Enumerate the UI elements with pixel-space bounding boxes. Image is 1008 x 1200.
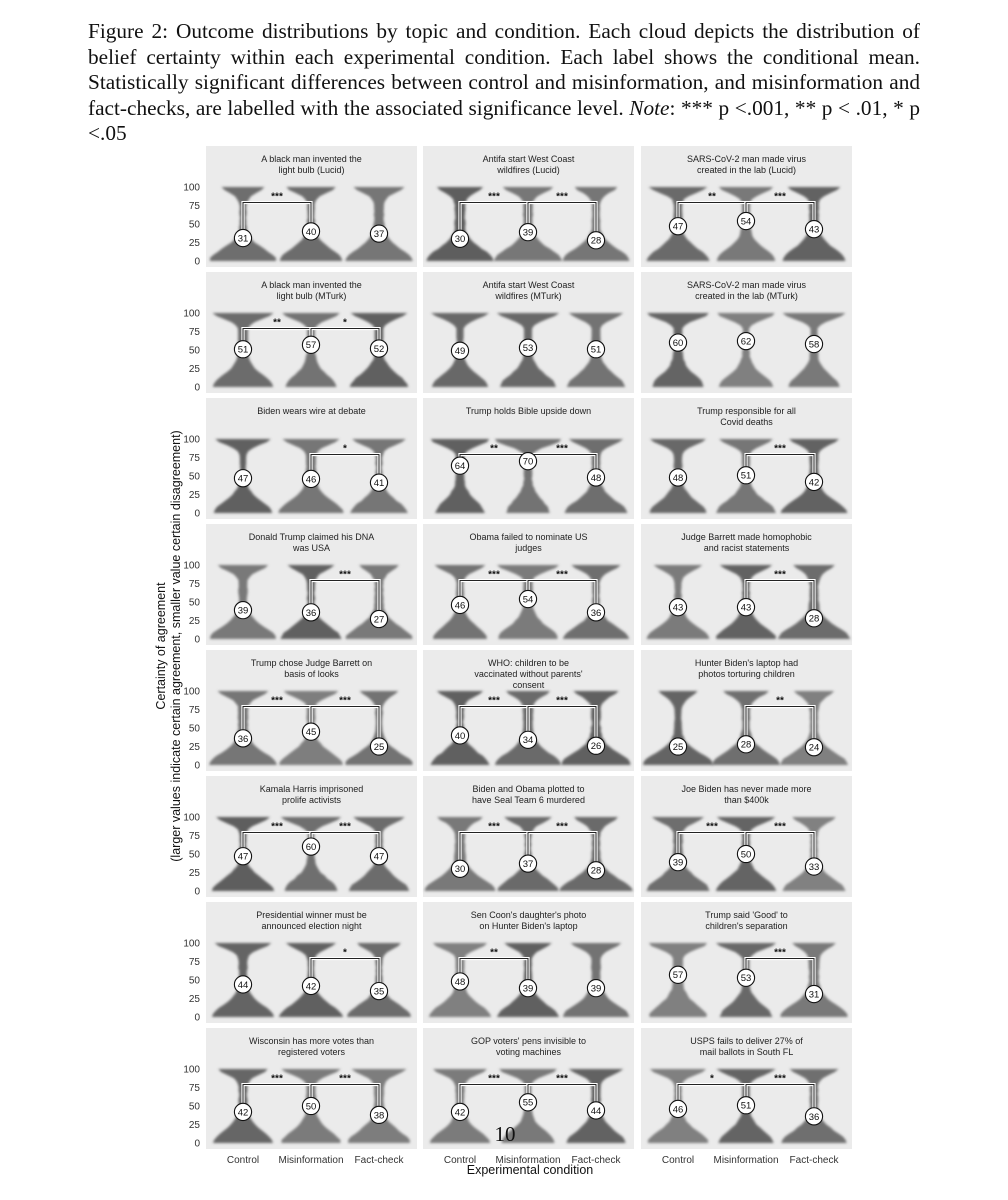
significance-label: ** — [273, 317, 281, 329]
facet-panel — [641, 902, 852, 1023]
y-tick-label: 100 — [183, 1064, 200, 1076]
panel-title: Hunter Biden's laptop had — [694, 658, 799, 668]
x-axis-title: Experimental condition — [466, 1163, 594, 1177]
panel-title: Covid deaths — [720, 417, 773, 427]
mean-label: 28 — [808, 613, 820, 625]
panel-title: Biden wears wire at debate — [257, 406, 366, 416]
mean-label: 53 — [522, 343, 534, 355]
y-tick-label: 50 — [188, 345, 200, 357]
significance-label: *** — [774, 947, 786, 959]
y-tick-label: 75 — [188, 201, 200, 212]
significance-label: *** — [339, 569, 351, 581]
facet-panel — [641, 776, 852, 897]
mean-label: 25 — [373, 741, 385, 753]
mean-label: 50 — [305, 1101, 317, 1113]
significance-label: *** — [271, 191, 283, 203]
significance-label: * — [343, 317, 347, 329]
facet-panel — [183, 776, 417, 898]
mean-label: 36 — [305, 607, 317, 619]
mean-label: 37 — [373, 229, 385, 241]
mean-label: 42 — [305, 981, 317, 993]
significance-label: *** — [556, 1073, 568, 1085]
facet-panel — [423, 146, 634, 267]
y-tick-label: 75 — [188, 831, 200, 842]
mean-label: 28 — [590, 865, 602, 877]
y-tick-label: 0 — [194, 886, 200, 898]
facet-panel — [641, 1028, 852, 1166]
significance-label: *** — [774, 569, 786, 581]
mean-label: 47 — [237, 851, 249, 863]
panel-title: Wisconsin has more votes than — [248, 1036, 375, 1046]
mean-label: 57 — [672, 970, 684, 982]
mean-label: 30 — [454, 864, 466, 876]
mean-label: 28 — [740, 739, 752, 751]
panel-title: basis of looks — [284, 669, 339, 679]
x-tick-label: Control — [226, 1155, 260, 1166]
x-tick-label: Fact-check — [571, 1155, 621, 1166]
mean-label: 47 — [672, 221, 684, 233]
panel-title: GOP voters' pens invisible to — [470, 1036, 587, 1046]
facet-panel — [183, 902, 417, 1024]
mean-label: 39 — [522, 227, 534, 239]
figure-label: Figure 2: — [88, 19, 169, 43]
mean-label: 46 — [305, 474, 317, 486]
panel-title: than $400k — [724, 795, 769, 805]
panel-title: light bulb (MTurk) — [276, 291, 347, 301]
mean-label: 60 — [672, 338, 684, 349]
mean-label: 54 — [522, 594, 534, 606]
facet-panel — [183, 146, 417, 268]
significance-label: ** — [490, 443, 498, 455]
facet-panel — [423, 650, 634, 771]
panel-title: voting machines — [495, 1047, 562, 1057]
panel-title: Kamala Harris imprisoned — [259, 784, 364, 794]
panel-title: wildfires (Lucid) — [497, 165, 560, 175]
y-tick-label: 75 — [188, 957, 200, 968]
significance-label: *** — [488, 1073, 500, 1085]
significance-label: * — [710, 1073, 714, 1085]
x-tick-label: Fact-check — [789, 1155, 839, 1166]
panel-title: prolife activists — [281, 795, 342, 805]
mean-label: 60 — [305, 842, 317, 853]
significance-label: *** — [271, 821, 283, 833]
mean-label: 51 — [740, 1100, 752, 1112]
mean-label: 40 — [305, 226, 317, 238]
y-tick-label: 25 — [188, 868, 200, 879]
significance-label: *** — [339, 1073, 351, 1085]
facet-panel — [641, 146, 852, 267]
mean-label: 47 — [237, 473, 249, 485]
y-tick-label: 25 — [188, 490, 200, 501]
panel-title: Biden and Obama plotted to — [472, 784, 585, 794]
y-tick-label: 25 — [188, 994, 200, 1005]
panel-title: Donald Trump claimed his DNA — [248, 532, 375, 542]
significance-label: *** — [488, 821, 500, 833]
mean-label: 48 — [454, 976, 466, 988]
caption-note-label: Note — [629, 95, 670, 120]
panel-title: have Seal Team 6 murdered — [472, 795, 585, 805]
y-tick-label: 100 — [183, 812, 200, 824]
y-tick-label: 50 — [188, 849, 200, 861]
y-tick-label: 0 — [194, 760, 200, 772]
mean-label: 55 — [522, 1097, 534, 1109]
y-tick-label: 50 — [188, 471, 200, 483]
significance-label: *** — [774, 191, 786, 203]
mean-label: 44 — [590, 1105, 602, 1117]
y-tick-label: 100 — [183, 308, 200, 320]
significance-label: *** — [774, 821, 786, 833]
y-tick-label: 75 — [188, 705, 200, 716]
y-tick-label: 75 — [188, 453, 200, 464]
y-tick-label: 100 — [183, 182, 200, 194]
facet-panel — [423, 524, 634, 645]
significance-label: *** — [488, 695, 500, 707]
mean-label: 38 — [373, 1110, 385, 1122]
caption-note-text: : *** p <.001, ** p < .01, * p <.05 — [88, 95, 921, 145]
mean-label: 49 — [454, 346, 466, 358]
significance-label: *** — [488, 569, 500, 581]
x-tick-label: Control — [443, 1155, 477, 1166]
significance-label: * — [343, 443, 347, 455]
y-tick-label: 100 — [183, 560, 200, 572]
panel-title: Antifa start West Coast — [482, 280, 575, 290]
y-axis-title: Certainty of agreement — [154, 582, 168, 710]
significance-label: ** — [776, 695, 784, 707]
significance-label: *** — [556, 443, 568, 455]
mean-label: 62 — [740, 336, 752, 348]
facet-panel — [183, 272, 417, 394]
significance-label: *** — [339, 821, 351, 833]
mean-label: 28 — [590, 235, 602, 247]
mean-label: 33 — [808, 861, 820, 873]
mean-label: 51 — [237, 344, 249, 356]
facet-panel — [641, 524, 852, 645]
significance-label: * — [343, 947, 347, 959]
mean-label: 43 — [740, 602, 752, 614]
y-tick-label: 0 — [194, 508, 200, 520]
panel-title: USPS fails to deliver 27% of — [690, 1036, 803, 1046]
panel-title: created in the lab (MTurk) — [695, 291, 798, 301]
significance-label: *** — [556, 569, 568, 581]
y-tick-label: 25 — [188, 742, 200, 753]
mean-label: 35 — [373, 986, 385, 998]
y-tick-label: 50 — [188, 723, 200, 735]
mean-label: 31 — [237, 233, 249, 245]
significance-label: *** — [339, 695, 351, 707]
mean-label: 36 — [590, 607, 602, 619]
mean-label: 26 — [590, 741, 602, 753]
panel-title: was USA — [292, 543, 331, 553]
mean-label: 44 — [237, 979, 249, 991]
y-tick-label: 75 — [188, 327, 200, 338]
mean-label: 46 — [672, 1104, 684, 1116]
x-tick-label: Fact-check — [354, 1155, 404, 1166]
panel-title: registered voters — [277, 1047, 346, 1057]
facet-panel — [641, 398, 852, 519]
significance-label: *** — [271, 695, 283, 707]
panel-title: children's separation — [705, 921, 788, 931]
panel-title: judges — [515, 543, 542, 553]
facet-panel — [423, 776, 634, 897]
facet-panel — [423, 398, 634, 519]
significance-label: *** — [488, 191, 500, 203]
y-tick-label: 50 — [188, 219, 200, 231]
facet-panel — [641, 272, 852, 393]
facet-panel — [183, 650, 417, 772]
panel-title: created in the lab (Lucid) — [696, 165, 797, 175]
y-tick-label: 100 — [183, 686, 200, 698]
y-tick-label: 100 — [183, 938, 200, 950]
mean-label: 43 — [672, 602, 684, 614]
significance-label: ** — [708, 191, 716, 203]
mean-label: 45 — [305, 727, 317, 739]
y-tick-label: 75 — [188, 1083, 200, 1094]
mean-label: 51 — [590, 344, 602, 356]
mean-label: 70 — [522, 456, 534, 468]
y-tick-label: 0 — [194, 1138, 200, 1150]
mean-label: 37 — [522, 859, 534, 871]
significance-label: *** — [271, 1073, 283, 1085]
panel-title: Joe Biden has never made more — [681, 784, 812, 794]
y-tick-label: 50 — [188, 975, 200, 987]
y-tick-label: 0 — [194, 1012, 200, 1024]
caption-text: Outcome distributions by topic and condition. Each cloud depicts the distribution of belief certainty within each experimental condition. Each label shows the conditional mean. Statistically significant differences between control and misinformation, and misinformation and fact-checks, are labelled with the associated significance level. — [88, 19, 920, 120]
panel-title: A black man invented the — [261, 154, 362, 164]
mean-label: 53 — [740, 973, 752, 985]
y-tick-label: 50 — [188, 597, 200, 609]
y-tick-label: 75 — [188, 579, 200, 590]
mean-label: 52 — [373, 343, 385, 355]
facet-panel — [183, 398, 417, 520]
mean-label: 34 — [522, 735, 534, 747]
y-tick-label: 25 — [188, 616, 200, 627]
panel-title: vaccinated without parents' — [474, 669, 583, 679]
mean-label: 36 — [808, 1111, 820, 1123]
mean-label: 50 — [740, 849, 752, 861]
x-tick-label: Misinformation — [713, 1155, 779, 1166]
mean-label: 24 — [808, 742, 820, 754]
y-axis-subtitle: (larger values indicate certain agreement, smaller value certain disagreement) — [169, 430, 183, 862]
significance-label: *** — [774, 443, 786, 455]
panel-title: and racist statements — [703, 543, 790, 553]
facet-panel — [183, 524, 417, 646]
panel-title: Trump holds Bible upside down — [465, 406, 592, 416]
mean-label: 40 — [454, 730, 466, 742]
panel-title: Sen Coon's daughter's photo — [470, 910, 587, 920]
mean-label: 36 — [237, 733, 249, 745]
mean-label: 43 — [808, 224, 820, 236]
mean-label: 54 — [740, 216, 752, 228]
mean-label: 25 — [672, 741, 684, 753]
y-tick-label: 25 — [188, 238, 200, 249]
y-tick-label: 0 — [194, 382, 200, 394]
significance-label: ** — [490, 947, 498, 959]
mean-label: 39 — [672, 857, 684, 869]
panel-title: Trump said 'Good' to — [705, 910, 788, 920]
mean-label: 58 — [808, 339, 820, 351]
mean-label: 31 — [808, 989, 820, 1001]
panel-title: wildfires (MTurk) — [495, 291, 562, 301]
panel-title: Antifa start West Coast — [482, 154, 575, 164]
x-tick-label: Misinformation — [495, 1155, 561, 1166]
page-number: 10 — [494, 1122, 516, 1146]
significance-label: *** — [774, 1073, 786, 1085]
y-tick-label: 25 — [188, 364, 200, 375]
significance-label: *** — [556, 695, 568, 707]
panel-title: Obama failed to nominate US — [469, 532, 588, 542]
panel-title: Trump responsible for all — [697, 406, 796, 416]
y-tick-label: 50 — [188, 1101, 200, 1113]
mean-label: 30 — [454, 234, 466, 246]
panel-title: Judge Barrett made homophobic — [681, 532, 812, 542]
mean-label: 42 — [808, 477, 820, 489]
facet-panel — [423, 272, 634, 393]
facet-panel — [423, 1028, 634, 1166]
y-tick-label: 100 — [183, 434, 200, 446]
mean-label: 42 — [237, 1107, 249, 1119]
y-tick-label: 0 — [194, 634, 200, 646]
mean-label: 48 — [672, 472, 684, 484]
mean-label: 42 — [454, 1107, 466, 1119]
panel-title: light bulb (Lucid) — [278, 165, 345, 175]
mean-label: 64 — [454, 461, 466, 473]
mean-label: 57 — [305, 340, 317, 352]
mean-label: 48 — [590, 472, 602, 484]
x-tick-label: Misinformation — [278, 1155, 344, 1166]
significance-label: *** — [556, 191, 568, 203]
significance-label: *** — [556, 821, 568, 833]
panel-title: on Hunter Biden's laptop — [479, 921, 578, 931]
panel-title: SARS-CoV-2 man made virus — [686, 154, 807, 164]
panel-title: mail ballots in South FL — [699, 1047, 794, 1057]
panel-title: Trump chose Judge Barrett on — [250, 658, 373, 668]
panel-title: A black man invented the — [261, 280, 362, 290]
mean-label: 39 — [590, 983, 602, 995]
facet-panel — [641, 650, 852, 771]
mean-label: 46 — [454, 600, 466, 612]
panel-title: photos torturing children — [698, 669, 795, 679]
facet-panel — [423, 902, 634, 1023]
panel-title: SARS-CoV-2 man made virus — [686, 280, 807, 290]
panel-title: Presidential winner must be — [256, 910, 367, 920]
mean-label: 51 — [740, 470, 752, 482]
mean-label: 41 — [373, 478, 385, 490]
facet-panel — [183, 1028, 417, 1166]
panel-title: WHO: children to be — [487, 658, 570, 668]
panel-title: announced election night — [261, 921, 362, 931]
panel-title: consent — [512, 680, 545, 690]
x-tick-label: Control — [661, 1155, 695, 1166]
mean-label: 47 — [373, 851, 385, 863]
significance-label: *** — [706, 821, 718, 833]
mean-label: 27 — [373, 614, 385, 626]
mean-label: 39 — [237, 605, 249, 617]
y-tick-label: 0 — [194, 256, 200, 268]
mean-label: 39 — [522, 983, 534, 995]
y-tick-label: 25 — [188, 1120, 200, 1131]
